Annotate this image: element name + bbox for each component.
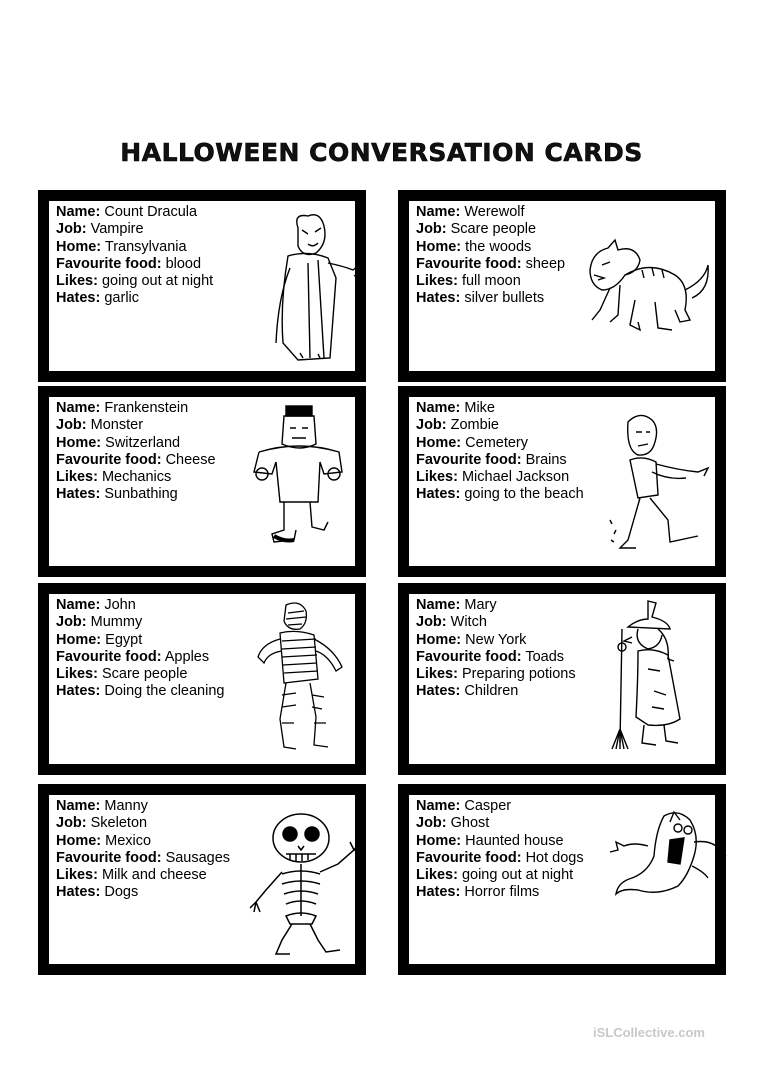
card-info: Name: Manny Job: Skeleton Home: Mexico Favourite food: Sausages Likes: Milk and cheese Hates: Dogs — [56, 798, 231, 901]
card-hates: garlic — [104, 290, 140, 307]
card-name: Manny — [104, 798, 148, 814]
card-werewolf — [398, 190, 726, 382]
card-name: Mary — [464, 597, 497, 613]
card-home: New York — [465, 631, 527, 648]
card-food: Cheese — [165, 451, 216, 468]
watermark: iSLCollective.com — [593, 1025, 705, 1040]
card-food: sheep — [525, 255, 566, 272]
card-likes: Michael Jackson — [461, 469, 570, 486]
card-hates: Horror films — [464, 884, 540, 901]
werewolf-icon — [580, 230, 715, 340]
card-home: the woods — [465, 238, 532, 255]
witch-icon — [608, 599, 718, 759]
card-info: Name: Casper Job: Ghost Home: Haunted house Favourite food: Hot dogs Likes: going out at night Hates: Horror films — [416, 798, 584, 901]
card-name: Werewolf — [464, 204, 525, 220]
card-job: Monster — [90, 417, 144, 434]
mummy-icon — [244, 599, 359, 759]
card-witch — [398, 583, 726, 775]
card-food: Apples — [164, 648, 210, 665]
card-home: Cemetery — [465, 434, 529, 451]
card-job: Mummy — [90, 614, 143, 631]
frankenstein-icon — [244, 402, 354, 547]
card-likes: Scare people — [101, 666, 188, 683]
card-info: Name: Count Dracula Job: Vampire Home: Transylvania Favourite food: blood Likes: going out at night Hates: garlic — [56, 204, 214, 307]
card-likes: Mechanics — [101, 469, 172, 486]
card-hates: Dogs — [104, 884, 139, 901]
card-food: Toads — [525, 648, 565, 665]
card-likes: Preparing potions — [461, 666, 576, 683]
card-hates: Doing the cleaning — [104, 683, 225, 700]
card-food: Sausages — [165, 849, 231, 866]
card-info: Name: Frankenstein Job: Monster Home: Switzerland Favourite food: Cheese Likes: Mechanics Hates: Sunbathing — [56, 400, 216, 503]
card-likes: full moon — [461, 273, 521, 290]
ghost-icon — [608, 806, 733, 916]
card-name: Mike — [464, 400, 495, 416]
card-likes: Milk and cheese — [101, 867, 207, 884]
card-food: Hot dogs — [525, 849, 584, 866]
card-home: Mexico — [105, 832, 152, 849]
card-info: Name: Werewolf Job: Scare people Home: the woods Favourite food: sheep Likes: full moon Hates: silver bullets — [416, 204, 566, 307]
card-hates: Children — [464, 683, 519, 700]
card-job: Vampire — [90, 221, 144, 238]
card-info: Name: John Job: Mummy Home: Egypt Favourite food: Apples Likes: Scare people Hates: Doing the cleaning — [56, 597, 225, 700]
card-home: Egypt — [105, 631, 143, 648]
card-home: Transylvania — [104, 238, 187, 255]
card-job: Scare people — [450, 221, 537, 238]
card-hates: silver bullets — [464, 290, 545, 307]
card-job: Zombie — [450, 417, 499, 434]
card-frankenstein — [38, 386, 366, 577]
card-home: Switzerland — [105, 434, 181, 451]
card-info: Name: Mary Job: Witch Home: New York Favourite food: Toads Likes: Preparing potions Hates: Children — [416, 597, 576, 700]
zombie-icon — [608, 410, 723, 560]
page-title: HALLOWEEN CONVERSATION CARDS — [120, 138, 643, 167]
card-food: Brains — [525, 451, 567, 468]
card-job: Skeleton — [90, 815, 148, 832]
card-hates: going to the beach — [464, 486, 584, 503]
skeleton-icon — [246, 812, 366, 960]
card-name: Casper — [464, 798, 512, 814]
card-likes: going out at night — [461, 867, 574, 884]
card-name: Frankenstein — [104, 400, 189, 416]
card-food: blood — [165, 255, 202, 272]
card-name: Count Dracula — [104, 204, 198, 220]
card-hates: Sunbathing — [104, 486, 178, 503]
card-home: Haunted house — [465, 832, 564, 849]
card-dracula — [38, 190, 366, 382]
card-name: John — [104, 597, 136, 613]
card-ghost — [398, 784, 726, 975]
card-job: Ghost — [450, 815, 490, 832]
card-likes: going out at night — [101, 273, 214, 290]
card-info: Name: Mike Job: Zombie Home: Cemetery Favourite food: Brains Likes: Michael Jackson Hates: going to the beach — [416, 400, 584, 503]
card-zombie — [398, 386, 726, 577]
card-job: Witch — [450, 614, 487, 631]
card-skeleton — [38, 784, 366, 975]
vampire-icon — [258, 208, 368, 363]
card-mummy — [38, 583, 366, 775]
